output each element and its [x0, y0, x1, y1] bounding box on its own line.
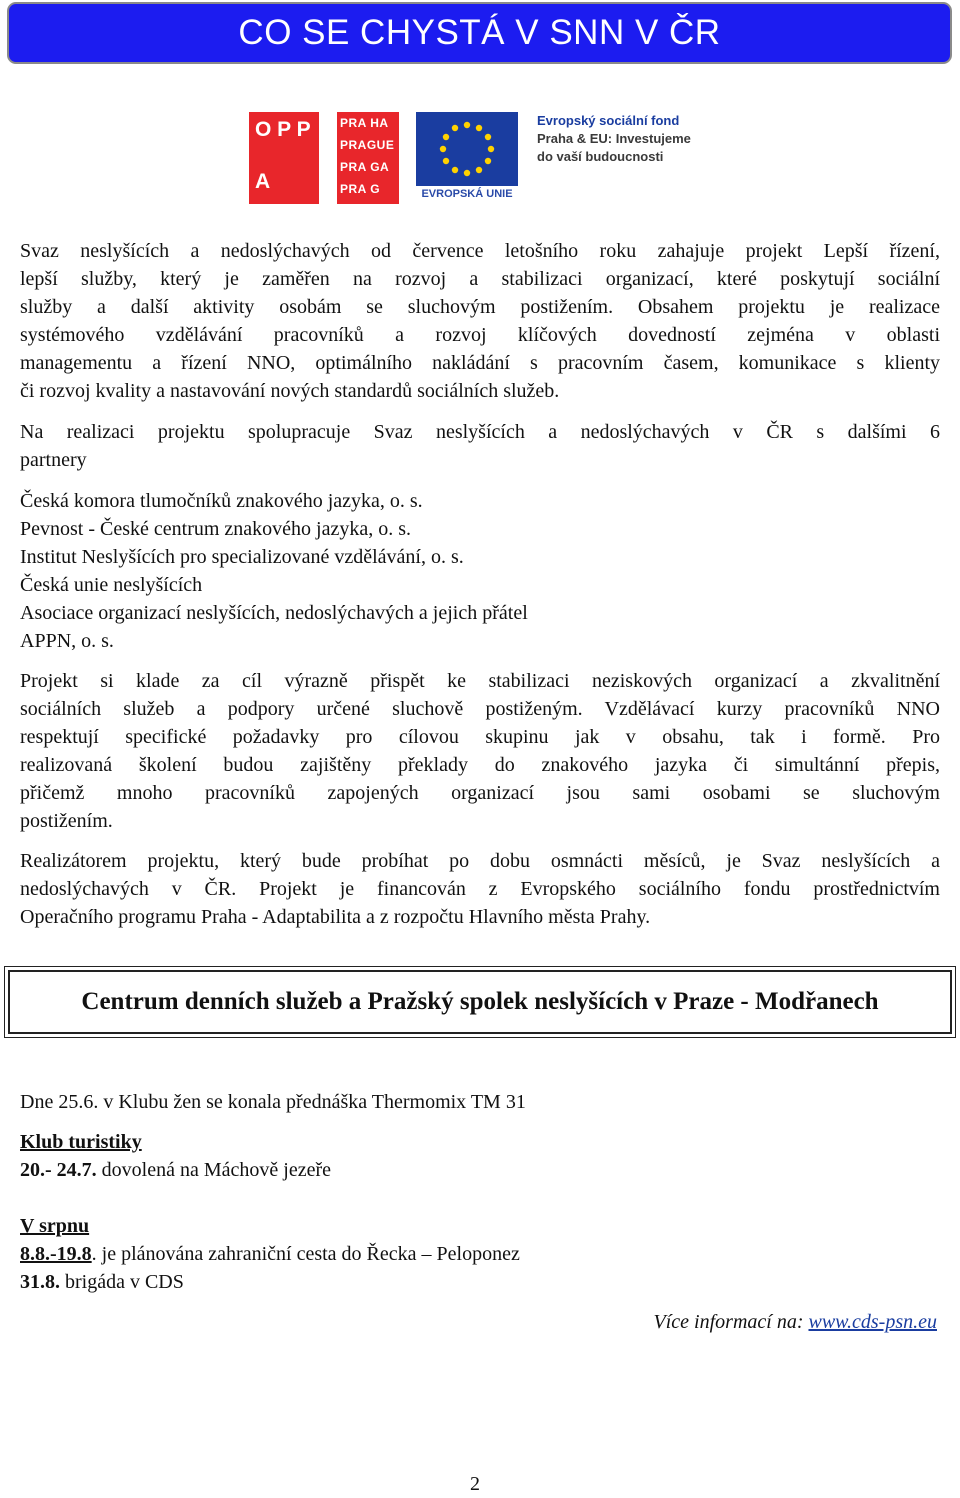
paragraph-line: systémového vzdělávání pracovníků a rozvoj klíčových dovedností zejména v oblasti — [20, 324, 940, 346]
event-line: Dne 25.6. v Klubu žen se konala přednáška Thermomix TM 31 — [20, 1091, 526, 1113]
more-info-label: Více informací na: — [653, 1311, 809, 1333]
eu-flag-logo — [416, 112, 518, 186]
paragraph-line: Realizátorem projektu, který bude probíhat po dobu osmnácti měsíců, je Svaz neslyšících a — [20, 850, 940, 872]
praha-logo — [337, 112, 399, 204]
opp-logo — [249, 112, 319, 204]
praha-logo-text: PRAGUE — [340, 138, 395, 152]
praha-logo-text: PRA GA — [340, 160, 390, 174]
praha-logo-text: PRA G — [340, 182, 381, 196]
paragraph-line: či rozvoj kvality a nastavování nových standardů sociálních služeb. — [20, 380, 560, 402]
partner-item: APPN, o. s. — [20, 630, 114, 652]
section-title: Centrum denních služeb a Pražský spolek neslyšících v Praze - Modřanech — [81, 988, 879, 1015]
eu-label: EVROPSKÁ UNIE — [421, 188, 513, 200]
club-heading: Klub turistiky — [20, 1131, 142, 1153]
esf-line: do vaší budoucnosti — [537, 149, 664, 164]
esf-line: Evropský sociální fond — [537, 113, 680, 128]
eu-stars-icon — [416, 112, 518, 186]
partner-item: Institut Neslyšících pro specializované vzdělávání, o. s. — [20, 546, 464, 568]
event-line: 31.8. brigáda v CDS — [20, 1271, 184, 1293]
partner-item: Česká komora tlumočníků znakového jazyka, o. s. — [20, 490, 423, 512]
paragraph-line: přičemž mnoho pracovníků zapojených organizací jsou sami osobami se sluchovým — [20, 782, 940, 804]
paragraph-line: partnery — [20, 449, 87, 471]
page-number: 2 — [470, 1473, 480, 1495]
page-title: CO SE CHYSTÁ V SNN V ČR — [238, 13, 721, 52]
event-line: 20.- 24.7. dovolená na Máchově jezeře — [20, 1159, 331, 1181]
paragraph-line: lepší služby, který je zaměřen na rozvoj a stabilizaci organizací, které poskytují sociální — [20, 268, 940, 290]
paragraph-line: respektují specifické požadavky pro cílovou skupinu jak v obsahu, tak i formě. Pro — [20, 726, 940, 748]
esf-logo-text — [537, 112, 691, 166]
paragraph-line: Operačního programu Praha - Adaptabilita a z rozpočtu Hlavního města Prahy. — [20, 906, 651, 928]
paragraph-line: realizovaná školení budou zajištěny překlady do znakového jazyka či simultánní přepis, — [20, 754, 940, 776]
esf-line: Praha & EU: Investujeme — [537, 131, 691, 146]
paragraph-line: postižením. — [20, 810, 113, 832]
paragraph-line: managementu a řízení NNO, optimálního nakládání s pracovním časem, komunikace s klienty — [20, 352, 940, 374]
logo-strip — [249, 112, 709, 204]
website-link[interactable]: www.cds-psn.eu — [808, 1311, 937, 1333]
paragraph-line: Projekt si klade za cíl výrazně přispět ke stabilizaci neziskových organizací a zkvalitnění — [20, 670, 940, 692]
paragraph-line: služby a další aktivity osobám se sluchovým postižením. Obsahem projektu je realizace — [20, 296, 940, 318]
header-banner — [7, 2, 952, 64]
paragraph-line: nedoslýchavých v ČR. Projekt je financován z Evropského sociálního fondu prostřednictvím — [20, 878, 940, 900]
partner-item: Pevnost - České centrum znakového jazyka, o. s. — [20, 518, 412, 540]
partner-item: Česká unie neslyšících — [20, 574, 203, 596]
paragraph-line: sociálních služeb a podpory určené sluchově postiženým. Vzdělávací kurzy pracovníků NNO — [20, 698, 940, 720]
more-info — [654, 1308, 937, 1336]
opp-logo-text: O P P — [255, 118, 311, 141]
opp-logo-text: A — [255, 170, 271, 193]
event-line: 8.8.-19.8. je plánována zahraniční cesta do Řecka – Peloponez — [20, 1243, 520, 1265]
partner-item: Asociace organizací neslyšících, nedoslýchavých a jejich přátel — [20, 602, 528, 624]
praha-logo-text: PRA HA — [340, 116, 389, 130]
august-heading: V srpnu — [20, 1215, 90, 1237]
paragraph-line: Na realizaci projektu spolupracuje Svaz neslyšících a nedoslýchavých v ČR s dalšími 6 — [20, 421, 940, 443]
section-heading-box — [8, 970, 952, 1034]
paragraph-line: Svaz neslyšících a nedoslýchavých od července letošního roku zahajuje projekt Lepší řízení, — [20, 240, 940, 262]
